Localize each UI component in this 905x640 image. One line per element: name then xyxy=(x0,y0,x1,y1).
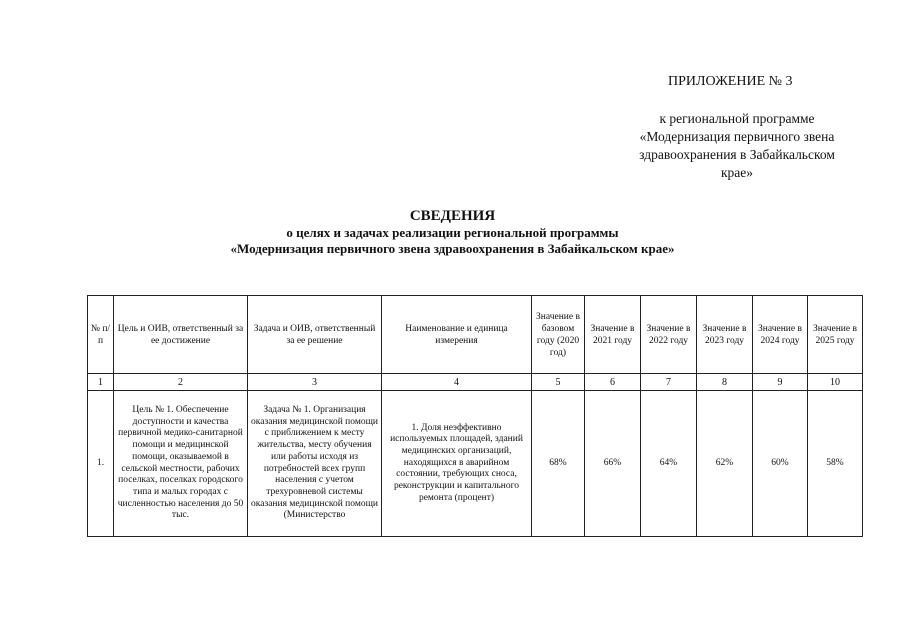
column-number: 6 xyxy=(585,374,641,391)
column-header-number: № п/п xyxy=(88,296,114,374)
column-header-base-year: Значение в базовом году (2020 год) xyxy=(532,296,585,374)
row-number: 1. xyxy=(88,391,114,537)
document-heading xyxy=(0,208,905,257)
value-2022: 64% xyxy=(641,391,697,537)
column-number-row xyxy=(88,374,863,391)
column-header-indicator: Наименование и единица измерения xyxy=(382,296,532,374)
column-number: 2 xyxy=(114,374,248,391)
column-number: 5 xyxy=(532,374,585,391)
value-2024: 60% xyxy=(753,391,808,537)
appendix-title: ПРИЛОЖЕНИЕ № 3 xyxy=(668,74,793,89)
column-header-2024: Значение в 2024 году xyxy=(753,296,808,374)
goals-table xyxy=(87,295,863,537)
value-base-year: 68% xyxy=(532,391,585,537)
appendix-subtitle-line: «Модернизация первичного звена xyxy=(639,129,835,144)
column-header-2022: Значение в 2022 году xyxy=(641,296,697,374)
table-row xyxy=(88,391,863,537)
column-header-2023: Значение в 2023 году xyxy=(697,296,753,374)
value-2023: 62% xyxy=(697,391,753,537)
value-2021: 66% xyxy=(585,391,641,537)
column-number: 1 xyxy=(88,374,114,391)
appendix-subtitle-line: к региональной программе xyxy=(659,111,815,126)
column-number: 8 xyxy=(697,374,753,391)
column-number: 10 xyxy=(808,374,863,391)
column-number: 3 xyxy=(248,374,382,391)
column-number: 7 xyxy=(641,374,697,391)
table-header-row xyxy=(88,296,863,374)
appendix-subtitle xyxy=(612,110,862,182)
column-header-goal: Цель и ОИВ, ответственный за ее достижение xyxy=(114,296,248,374)
value-2025: 58% xyxy=(808,391,863,537)
task-cell: Задача № 1. Организация оказания медицинской помощи с приближением к месту жительства, месту обучения или работы исходя из потребностей всех групп населения с учетом трехуровневой системы оказания медицинской помощи (Министерство xyxy=(248,391,382,537)
document-title-line: «Модернизация первичного звена здравоохранения в Забайкальском крае» xyxy=(230,241,675,256)
indicator-cell: 1. Доля неэффективно используемых площадей, зданий медицинских организаций, находящихся в аварийном состоянии, требующих сноса, реконструкции и капитального ремонта (процент) xyxy=(382,391,532,537)
column-header-task: Задача и ОИВ, ответственный за ее решение xyxy=(248,296,382,374)
column-number: 4 xyxy=(382,374,532,391)
goal-cell: Цель № 1. Обеспечение доступности и качества первичной медико-санитарной помощи и медицинской помощи, оказываемой в сельской местности, рабочих поселках, поселках городского типа и малых городах с численностью населения до 50 тыс. xyxy=(114,391,248,537)
column-number: 9 xyxy=(753,374,808,391)
column-header-2021: Значение в 2021 году xyxy=(585,296,641,374)
column-header-2025: Значение в 2025 году xyxy=(808,296,863,374)
document-title: СВЕДЕНИЯ xyxy=(409,208,496,224)
document-title-line: о целях и задачах реализации региональной программы xyxy=(286,225,619,240)
appendix-subtitle-line: здравоохранения в Забайкальском xyxy=(639,147,835,162)
appendix-subtitle-line: крае» xyxy=(720,165,754,180)
